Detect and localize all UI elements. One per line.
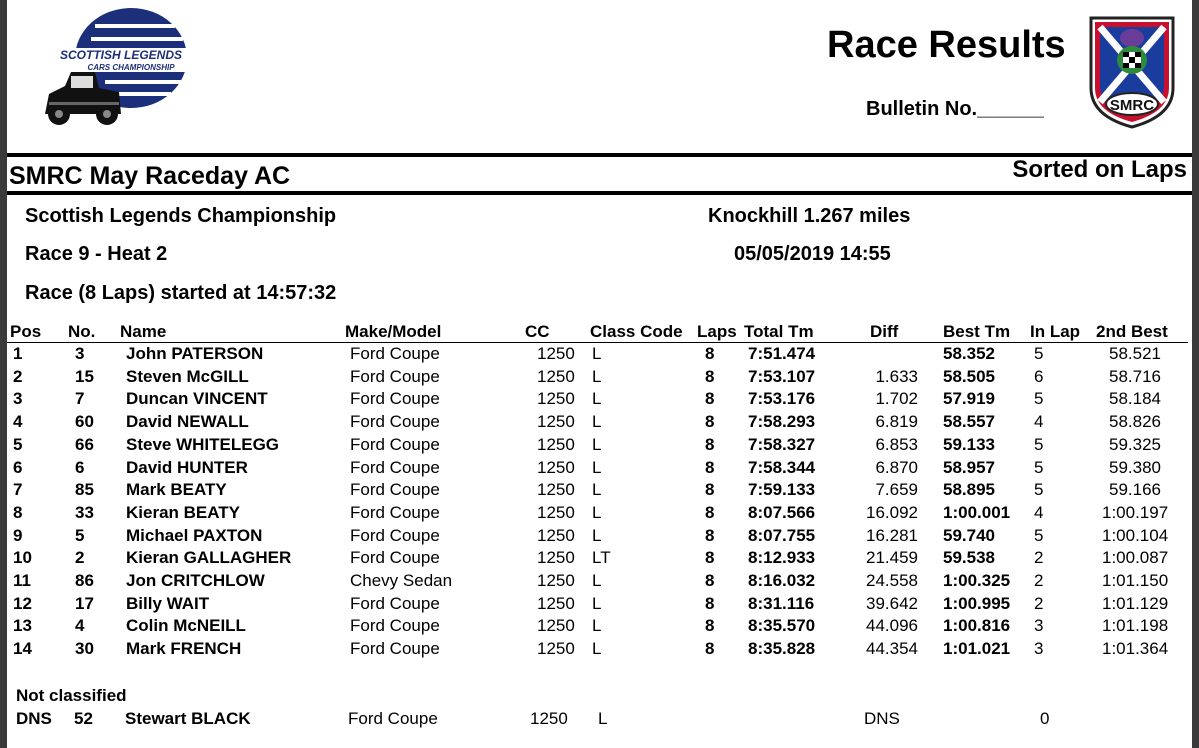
pos-cell: 12 (13, 593, 32, 613)
diff-cell: 44.354 (866, 639, 918, 659)
number-cell: 86 (75, 571, 94, 591)
results-page (7, 0, 1192, 748)
table-row (7, 388, 1188, 411)
best-time-cell: 1:00.001 (943, 502, 1011, 522)
name-cell: John PATERSON (126, 344, 264, 363)
col-second-best: 2nd Best (1096, 322, 1168, 341)
table-row (7, 547, 1188, 570)
race-name: Race 9 - Heat 2 (25, 243, 168, 265)
second-best-cell: 1:01.150 (1102, 571, 1169, 591)
col-make: Make/Model (345, 322, 442, 341)
table-row (7, 457, 1188, 480)
best-time-cell: 58.505 (943, 366, 995, 386)
laps-cell: 8 (705, 366, 715, 386)
make-cell: Ford Coupe (350, 525, 440, 545)
diff-cell: 6.853 (875, 434, 918, 454)
laps-cell: 8 (705, 457, 715, 477)
number-cell: 85 (75, 480, 94, 500)
total-time-cell: 8:12.933 (748, 548, 816, 568)
col-cc: CC (525, 322, 550, 341)
table-row (7, 638, 1188, 661)
smrc-shield-logo (1085, 14, 1179, 130)
diff-cell: 6.819 (875, 412, 918, 432)
pos-cell: 5 (13, 434, 23, 454)
class-cell: L (592, 593, 602, 613)
laps-cell: 8 (705, 502, 715, 522)
name-cell: Mark BEATY (126, 480, 227, 500)
number-cell: 2 (75, 548, 85, 568)
cc-cell: 1250 (537, 548, 575, 568)
class-cell: L (592, 366, 602, 386)
table-row (7, 570, 1188, 593)
diff-cell: 21.459 (866, 548, 918, 568)
sort-label: Sorted on Laps (1012, 156, 1187, 183)
dns-diff: DNS (864, 709, 900, 728)
cc-cell: 1250 (537, 389, 575, 409)
pos-cell: 8 (13, 502, 23, 522)
name-cell: Kieran GALLAGHER (126, 548, 292, 568)
total-time-cell: 8:07.755 (748, 525, 816, 545)
logo-right-text: SMRC (1109, 97, 1155, 114)
make-cell: Ford Coupe (350, 344, 440, 363)
make-cell: Chevy Sedan (350, 571, 453, 591)
laps-cell: 8 (705, 434, 715, 454)
cc-cell: 1250 (537, 412, 575, 432)
second-best-cell: 1:00.197 (1102, 502, 1169, 522)
in-lap-cell: 5 (1034, 525, 1044, 545)
cc-cell: 1250 (537, 616, 575, 636)
in-lap-cell: 5 (1034, 480, 1044, 500)
diff-cell: 7.659 (875, 480, 918, 500)
second-best-cell: 58.184 (1109, 389, 1161, 409)
in-lap-cell: 3 (1034, 616, 1044, 636)
laps-cell: 8 (705, 525, 715, 545)
in-lap-cell: 3 (1034, 639, 1044, 659)
best-time-cell: 1:00.995 (943, 593, 1011, 613)
table-row (7, 343, 1188, 366)
pos-cell: 6 (13, 457, 23, 477)
name-cell: Steve WHITELEGG (126, 434, 280, 454)
number-cell: 33 (75, 502, 94, 522)
number-cell: 60 (75, 412, 94, 432)
number-cell: 4 (75, 616, 85, 636)
diff-cell: 16.281 (866, 525, 918, 545)
in-lap-cell: 6 (1034, 366, 1044, 386)
event-name: SMRC May Raceday AC (9, 162, 291, 190)
not-classified-row (7, 707, 1192, 731)
table-row (7, 502, 1188, 525)
name-cell: David NEWALL (126, 412, 249, 432)
best-time-cell: 1:00.816 (943, 616, 1011, 636)
cc-cell: 1250 (537, 639, 575, 659)
number-cell: 7 (75, 389, 85, 409)
class-cell: L (592, 412, 602, 432)
second-best-cell: 59.380 (1109, 457, 1161, 477)
diff-cell (852, 343, 931, 366)
diff-cell: 1.633 (875, 366, 918, 386)
laps-cell: 8 (705, 480, 715, 500)
make-cell: Ford Coupe (350, 593, 440, 613)
in-lap-cell: 5 (1034, 389, 1044, 409)
dns-pos: DNS (16, 709, 52, 728)
pos-cell: 1 (13, 344, 23, 363)
table-row (7, 434, 1188, 457)
not-classified-label: Not classified (16, 686, 127, 705)
in-lap-cell: 4 (1034, 502, 1044, 522)
laps-cell: 8 (705, 344, 715, 363)
total-time-cell: 7:58.327 (748, 434, 816, 454)
thistle-icon (1117, 29, 1147, 74)
laps-cell: 8 (705, 412, 715, 432)
circuit: Knockhill 1.267 miles (708, 205, 911, 227)
pos-cell: 7 (13, 480, 23, 500)
total-time-cell: 7:51.474 (748, 344, 816, 363)
name-cell: Billy WAIT (126, 593, 210, 613)
table-row (7, 615, 1188, 638)
table-row (7, 411, 1188, 434)
second-best-cell: 1:01.129 (1102, 593, 1169, 613)
table-header-row (7, 321, 1188, 343)
col-class: Class Code (590, 322, 683, 341)
col-total: Total Tm (744, 322, 814, 341)
best-time-cell: 58.352 (943, 344, 995, 363)
best-time-cell: 59.740 (943, 525, 995, 545)
class-cell: L (592, 457, 602, 477)
best-time-cell: 58.957 (943, 457, 995, 477)
best-time-cell: 59.133 (943, 434, 995, 454)
pos-cell: 10 (13, 548, 32, 568)
dns-cc: 1250 (530, 709, 568, 728)
col-diff: Diff (870, 322, 899, 341)
cc-cell: 1250 (537, 344, 575, 363)
total-time-cell: 8:35.828 (748, 639, 816, 659)
table-row (7, 593, 1188, 616)
class-cell: L (592, 344, 602, 363)
col-name: Name (120, 322, 167, 341)
total-time-cell: 7:53.107 (748, 366, 816, 386)
laps-cell: 8 (705, 616, 715, 636)
make-cell: Ford Coupe (350, 366, 440, 386)
name-cell: Colin McNEILL (126, 616, 246, 636)
class-cell: L (592, 571, 602, 591)
class-cell: L (592, 480, 602, 500)
diff-cell: 16.092 (866, 502, 918, 522)
laps-cell: 8 (705, 571, 715, 591)
name-cell: Kieran BEATY (126, 502, 240, 522)
table-row (7, 525, 1188, 548)
number-cell: 66 (75, 434, 94, 454)
pos-cell: 9 (13, 525, 23, 545)
dns-class: L (598, 709, 608, 728)
second-best-cell: 58.826 (1109, 412, 1161, 432)
race-datetime: 05/05/2019 14:55 (734, 243, 891, 265)
race-start-info: Race (8 Laps) started at 14:57:32 (25, 282, 337, 304)
make-cell: Ford Coupe (350, 639, 440, 659)
scottish-legends-logo (35, 6, 195, 126)
second-best-cell: 1:01.364 (1102, 639, 1169, 659)
make-cell: Ford Coupe (350, 389, 440, 409)
total-time-cell: 7:58.344 (748, 457, 816, 477)
page-title: Race Results (827, 24, 1066, 66)
pos-cell: 14 (13, 639, 32, 659)
total-time-cell: 7:58.293 (748, 412, 816, 432)
championship-name: Scottish Legends Championship (25, 205, 337, 227)
class-cell: L (592, 639, 602, 659)
in-lap-cell: 5 (1034, 457, 1044, 477)
make-cell: Ford Coupe (350, 412, 440, 432)
logo-left-line1: SCOTTISH LEGENDS (59, 48, 183, 62)
col-laps: Laps (697, 322, 737, 341)
in-lap-cell: 5 (1034, 344, 1044, 363)
second-best-cell: 1:00.087 (1102, 548, 1169, 568)
best-time-cell: 1:00.325 (943, 571, 1011, 591)
cc-cell: 1250 (537, 593, 575, 613)
name-cell: David HUNTER (126, 457, 248, 477)
cc-cell: 1250 (537, 457, 575, 477)
pos-cell: 11 (13, 571, 31, 591)
dns-no: 52 (74, 709, 93, 728)
make-cell: Ford Coupe (350, 480, 440, 500)
name-cell: Steven McGILL (126, 366, 249, 386)
cc-cell: 1250 (537, 525, 575, 545)
table-row (7, 366, 1188, 389)
total-time-cell: 8:07.566 (748, 502, 816, 522)
diff-cell: 39.642 (866, 593, 918, 613)
col-best: Best Tm (943, 322, 1011, 341)
class-cell: L (592, 389, 602, 409)
diff-cell: 44.096 (866, 616, 918, 636)
name-cell: Mark FRENCH (126, 639, 242, 659)
total-time-cell: 7:59.133 (748, 480, 816, 500)
cc-cell: 1250 (537, 571, 575, 591)
best-time-cell: 58.557 (943, 412, 995, 432)
make-cell: Ford Coupe (350, 502, 440, 522)
in-lap-cell: 2 (1034, 593, 1044, 613)
number-cell: 3 (75, 344, 85, 363)
class-cell: L (592, 616, 602, 636)
pos-cell: 13 (13, 616, 32, 636)
class-cell: L (592, 434, 602, 454)
diff-cell: 1.702 (875, 389, 918, 409)
second-best-cell: 1:01.198 (1102, 616, 1169, 636)
total-time-cell: 8:16.032 (748, 571, 816, 591)
number-cell: 15 (75, 366, 94, 386)
col-inlap: In Lap (1030, 322, 1081, 341)
make-cell: Ford Coupe (350, 548, 440, 568)
col-pos: Pos (10, 322, 42, 341)
dns-name: Stewart BLACK (125, 709, 251, 728)
name-cell: Duncan VINCENT (126, 389, 268, 409)
col-no: No. (68, 322, 96, 341)
best-time-cell: 59.538 (943, 548, 995, 568)
logo-left-line2: CARS CHAMPIONSHIP (87, 63, 175, 72)
number-cell: 17 (75, 593, 94, 613)
diff-cell: 6.870 (875, 457, 918, 477)
cc-cell: 1250 (537, 502, 575, 522)
in-lap-cell: 2 (1034, 571, 1044, 591)
laps-cell: 8 (705, 548, 715, 568)
bulletin-number: Bulletin No.______ (866, 98, 1044, 120)
diff-cell: 24.558 (866, 571, 918, 591)
table-row (7, 479, 1188, 502)
cc-cell: 1250 (537, 434, 575, 454)
pos-cell: 3 (13, 389, 23, 409)
second-best-cell: 1:00.104 (1102, 525, 1169, 545)
cc-cell: 1250 (537, 480, 575, 500)
laps-cell: 8 (705, 593, 715, 613)
dns-inlap: 0 (1040, 709, 1050, 728)
cc-cell: 1250 (537, 366, 575, 386)
second-best-cell: 59.325 (1109, 434, 1161, 454)
number-cell: 6 (75, 457, 85, 477)
results-body (7, 343, 1188, 661)
second-best-cell: 59.166 (1109, 480, 1161, 500)
number-cell: 5 (75, 525, 85, 545)
total-time-cell: 8:31.116 (748, 593, 815, 613)
in-lap-cell: 2 (1034, 548, 1044, 568)
name-cell: Michael PAXTON (126, 525, 263, 545)
best-time-cell: 58.895 (943, 480, 995, 500)
make-cell: Ford Coupe (350, 434, 440, 454)
make-cell: Ford Coupe (350, 457, 440, 477)
name-cell: Jon CRITCHLOW (126, 571, 265, 591)
class-cell: LT (592, 548, 611, 568)
class-cell: L (592, 502, 602, 522)
pos-cell: 2 (13, 366, 23, 386)
second-best-cell: 58.521 (1109, 344, 1161, 363)
second-best-cell: 58.716 (1109, 366, 1161, 386)
in-lap-cell: 4 (1034, 412, 1044, 432)
number-cell: 30 (75, 639, 94, 659)
total-time-cell: 7:53.176 (748, 389, 816, 409)
make-cell: Ford Coupe (350, 616, 440, 636)
results-table (7, 321, 1188, 661)
laps-cell: 8 (705, 389, 715, 409)
in-lap-cell: 5 (1034, 434, 1044, 454)
dns-make: Ford Coupe (348, 709, 438, 728)
laps-cell: 8 (705, 639, 715, 659)
best-time-cell: 1:01.021 (943, 639, 1011, 659)
total-time-cell: 8:35.570 (748, 616, 816, 636)
event-rule (7, 191, 1192, 195)
class-cell: L (592, 525, 602, 545)
best-time-cell: 57.919 (943, 389, 995, 409)
pos-cell: 4 (13, 412, 23, 432)
